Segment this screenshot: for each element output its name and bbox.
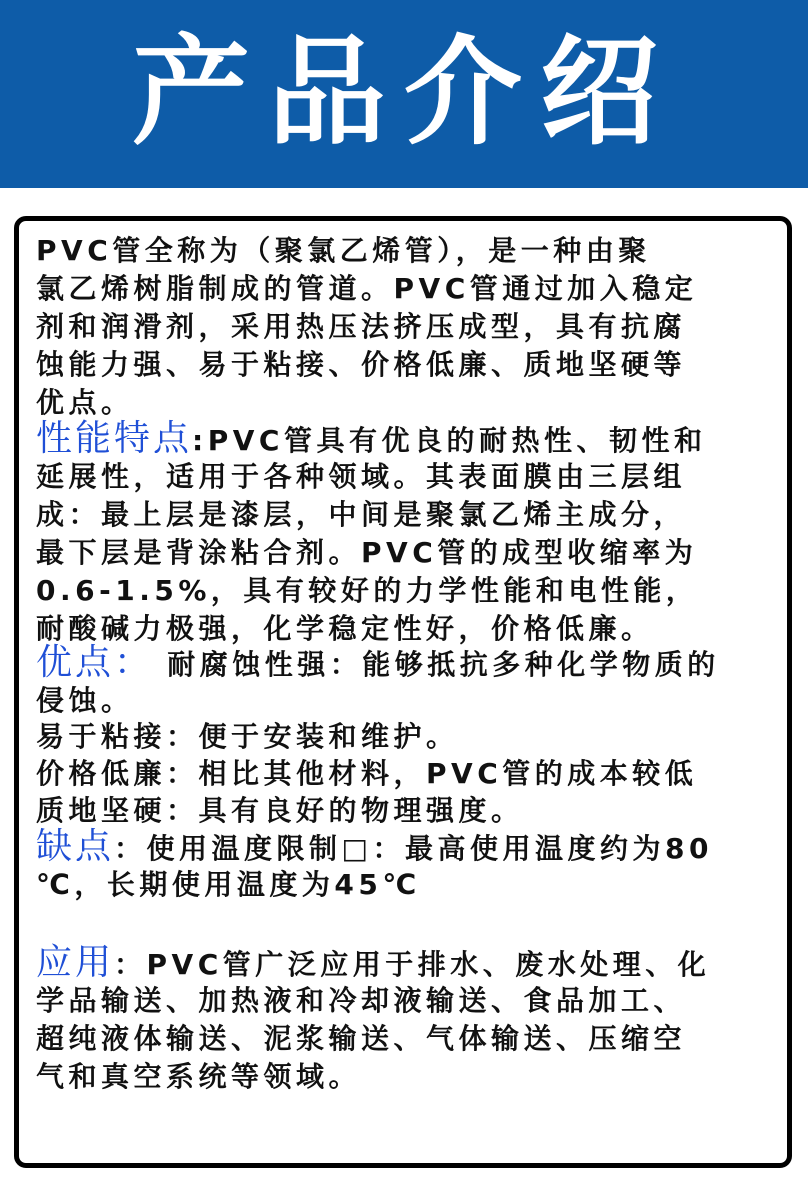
title-banner [0, 0, 808, 188]
applications-first-line [36, 943, 710, 983]
intro-line: 蚀能力强、易于粘接、价格低廉、质地坚硬等 [36, 348, 687, 381]
performance-line: 最下层是背涂粘合剂。PVC管的成型收缩率为 [36, 536, 698, 569]
advantages-line: 侵蚀。 [36, 684, 134, 717]
performance-first-line [36, 419, 706, 459]
applications-intro-text: ：PVC管广泛应用于排水、废水处理、化 [114, 948, 711, 981]
advantages-intro-text: 耐腐蚀性强：能够抵抗多种化学物质的 [153, 648, 720, 681]
description-card [14, 216, 792, 1168]
performance-line: 0.6-1.5%，具有较好的力学性能和电性能， [36, 574, 699, 607]
disadvantages-intro-text: ：使用温度限制□：最高使用温度约为80 [114, 832, 713, 865]
banner-title: 产品介绍 [131, 23, 676, 161]
performance-line: 成：最上层是漆层，中间是聚氯乙烯主成分， [36, 498, 687, 531]
advantages-line: 价格低廉：相比其他材料，PVC管的成本较低 [36, 757, 698, 790]
advantages-first-line [36, 643, 720, 683]
intro-line: PVC管全称为（聚氯乙烯管），是一种由聚 [36, 234, 651, 267]
disadvantages-line: ℃，长期使用温度为45℃ [36, 868, 421, 901]
intro-line: 剂和润滑剂，采用热压法挤压成型，具有抗腐 [36, 310, 687, 343]
disadvantages-heading: 缺点 [36, 826, 115, 867]
applications-line: 气和真空系统等领域。 [36, 1060, 362, 1093]
disadvantages-first-line [36, 827, 713, 867]
performance-line: 延展性，适用于各种领域。其表面膜由三层组 [36, 460, 687, 493]
intro-line: 氯乙烯树脂制成的管道。PVC管通过加入稳定 [36, 272, 698, 305]
intro-line: 优点。 [36, 386, 134, 419]
performance-heading: 性能特点 [36, 418, 193, 459]
advantages-heading: 优点： [36, 642, 154, 683]
performance-line: 耐酸碱力极强，化学稳定性好，价格低廉。 [36, 612, 654, 645]
performance-intro-text: :PVC管具有优良的耐热性、韧性和 [192, 424, 707, 457]
advantages-line: 质地坚硬：具有良好的物理强度。 [36, 794, 524, 827]
applications-line: 超纯液体输送、泥浆输送、气体输送、压缩空 [36, 1022, 687, 1055]
advantages-line: 易于粘接：便于安装和维护。 [36, 720, 459, 753]
applications-line: 学品输送、加热液和冷却液输送、食品加工、 [36, 984, 687, 1017]
applications-heading: 应用 [36, 942, 115, 983]
